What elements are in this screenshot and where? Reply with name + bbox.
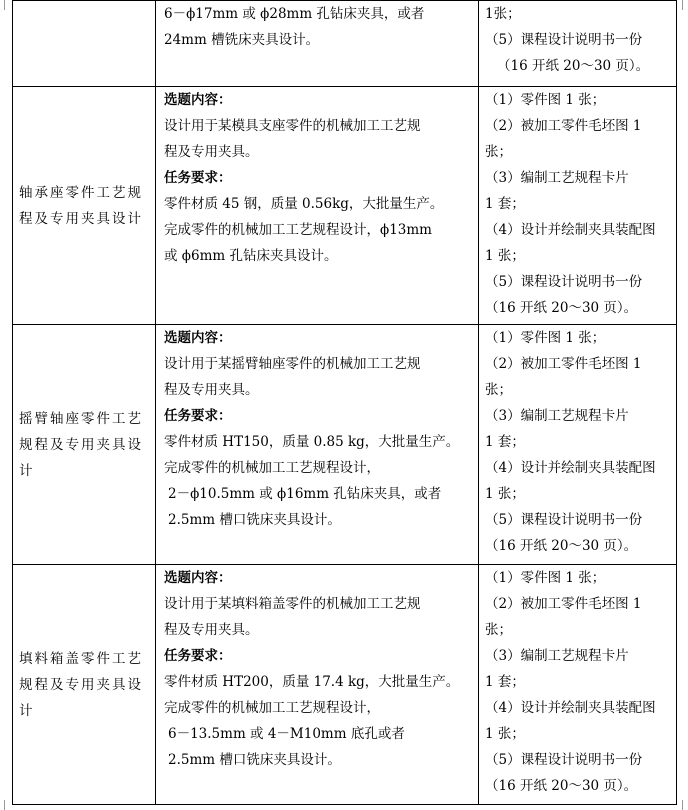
deliverable-line: （4）设计并绘制夹具装配图 [485, 700, 656, 716]
task-line: 或 ϕ6mm 孔钻床夹具设计。 [164, 248, 338, 264]
task-heading: 任务要求： [164, 170, 232, 186]
topic-name-line: 轴承座零件工艺规 [19, 184, 143, 201]
deliverable-line: 张； [485, 622, 512, 638]
table-row [13, 325, 677, 565]
deliverables-cell [479, 87, 677, 325]
topic-content-cell [156, 565, 479, 805]
task-line: 零件材质 HT150，质量 0.85 kg，大批量生产。 [164, 434, 460, 450]
deliverable-line: （5）课程设计说明书一份 [485, 32, 643, 48]
task-line: 6－13.5mm 或 4－M10mm 底孔或者 [168, 726, 405, 742]
table-row [13, 87, 677, 325]
task-line: 2－ϕ10.5mm 或 ϕ16mm 孔钻床夹具，或者 [168, 486, 442, 502]
task-line: 2.5mm 槽口铣床夹具设计。 [168, 512, 341, 528]
deliverable-line: （5）课程设计说明书一份 [485, 512, 643, 528]
task-line: 完成零件的机械加工工艺规程设计， [164, 700, 380, 716]
deliverable-line: （2）被加工零件毛坯图 1 [485, 118, 642, 134]
deliverable-line: （16 开纸 20～30 页）。 [485, 300, 638, 316]
deliverable-line: （1）零件图 1 张； [485, 330, 606, 346]
corner-mark-bottom-left [4, 800, 5, 810]
topic-name-cell [13, 1, 156, 87]
deliverables-cell [479, 565, 677, 805]
deliverable-line: （16 开纸 20～30 页）。 [497, 58, 650, 74]
content-line: 设计用于某模具支座零件的机械加工工艺规 [164, 118, 421, 134]
topic-name-line: 计 [19, 702, 35, 719]
corner-mark-bottom-right [682, 800, 683, 810]
topic-name-line: 规程及专用夹具设 [19, 436, 143, 453]
topic-name-line: 规程及专用夹具设 [19, 676, 143, 693]
deliverable-line: 1 张； [485, 726, 525, 742]
topic-name-cell [13, 325, 156, 565]
corner-mark-top-right [682, 0, 683, 10]
task-line: 2.5mm 槽口铣床夹具设计。 [168, 752, 341, 768]
deliverable-line: （3）编制工艺规程卡片 [485, 170, 629, 186]
deliverable-line: （5）课程设计说明书一份 [485, 752, 643, 768]
deliverable-line: （2）被加工零件毛坯图 1 [485, 356, 642, 372]
deliverable-line: 张； [485, 382, 512, 398]
content-heading: 选题内容： [164, 570, 232, 586]
deliverables-cell [479, 1, 677, 87]
task-line: 零件材质 HT200，质量 17.4 kg，大批量生产。 [164, 674, 460, 690]
deliverable-line: 张； [485, 144, 512, 160]
topic-name-cell [13, 87, 156, 325]
deliverable-line: （16 开纸 20～30 页）。 [485, 778, 638, 794]
deliverable-line: （3）编制工艺规程卡片 [485, 648, 629, 664]
deliverable-line: 1 张； [485, 248, 525, 264]
deliverable-line: 1 套； [485, 196, 525, 212]
deliverable-line: 1 套； [485, 674, 525, 690]
content-line: 程及专用夹具。 [164, 382, 259, 398]
topic-name-line: 填料箱盖零件工艺 [19, 650, 143, 667]
deliverable-line: （5）课程设计说明书一份 [485, 274, 643, 290]
task-heading: 任务要求： [164, 648, 232, 664]
topic-content-cell [156, 87, 479, 325]
deliverable-line: 1张； [485, 6, 521, 22]
task-line: 零件材质 45 钢，质量 0.56kg，大批量生产。 [164, 196, 444, 212]
deliverable-line: （1）零件图 1 张； [485, 92, 606, 108]
content-line: 设计用于某填料箱盖零件的机械加工工艺规 [164, 596, 421, 612]
deliverable-line: （4）设计并绘制夹具装配图 [485, 460, 656, 476]
content-line: 设计用于某摇臂轴座零件的机械加工工艺规 [164, 356, 421, 372]
deliverable-line: 1 套； [485, 434, 525, 450]
table-row [13, 1, 677, 87]
table-row [13, 565, 677, 805]
deliverable-line: （3）编制工艺规程卡片 [485, 408, 629, 424]
topic-content-cell [156, 325, 479, 565]
task-heading: 任务要求： [164, 408, 232, 424]
task-line: 完成零件的机械加工工艺规程设计， [164, 460, 380, 476]
content-heading: 选题内容： [164, 92, 232, 108]
course-design-table [12, 0, 677, 805]
topic-name-line: 程及专用夹具设计 [19, 210, 143, 227]
content-line: 程及专用夹具。 [164, 622, 259, 638]
deliverable-line: （4）设计并绘制夹具装配图 [485, 222, 656, 238]
topic-name-line: 摇臂轴座零件工艺 [19, 410, 143, 427]
deliverable-line: （1）零件图 1 张； [485, 570, 606, 586]
content-line: 6－ϕ17mm 或 ϕ28mm 孔钻床夹具，或者 [164, 6, 425, 22]
deliverable-line: （16 开纸 20～30 页）。 [485, 538, 638, 554]
content-heading: 选题内容： [164, 330, 232, 346]
deliverable-line: （2）被加工零件毛坯图 1 [485, 596, 642, 612]
content-line: 程及专用夹具。 [164, 144, 259, 160]
deliverable-line: 1 张； [485, 486, 525, 502]
topic-name-line: 计 [19, 462, 35, 479]
topic-name-cell [13, 565, 156, 805]
content-line: 24mm 槽铣床夹具设计。 [164, 32, 320, 48]
topic-content-cell [156, 1, 479, 87]
corner-mark-top-left [4, 0, 5, 10]
task-line: 完成零件的机械加工工艺规程设计，ϕ13mm [164, 222, 432, 238]
deliverables-cell [479, 325, 677, 565]
